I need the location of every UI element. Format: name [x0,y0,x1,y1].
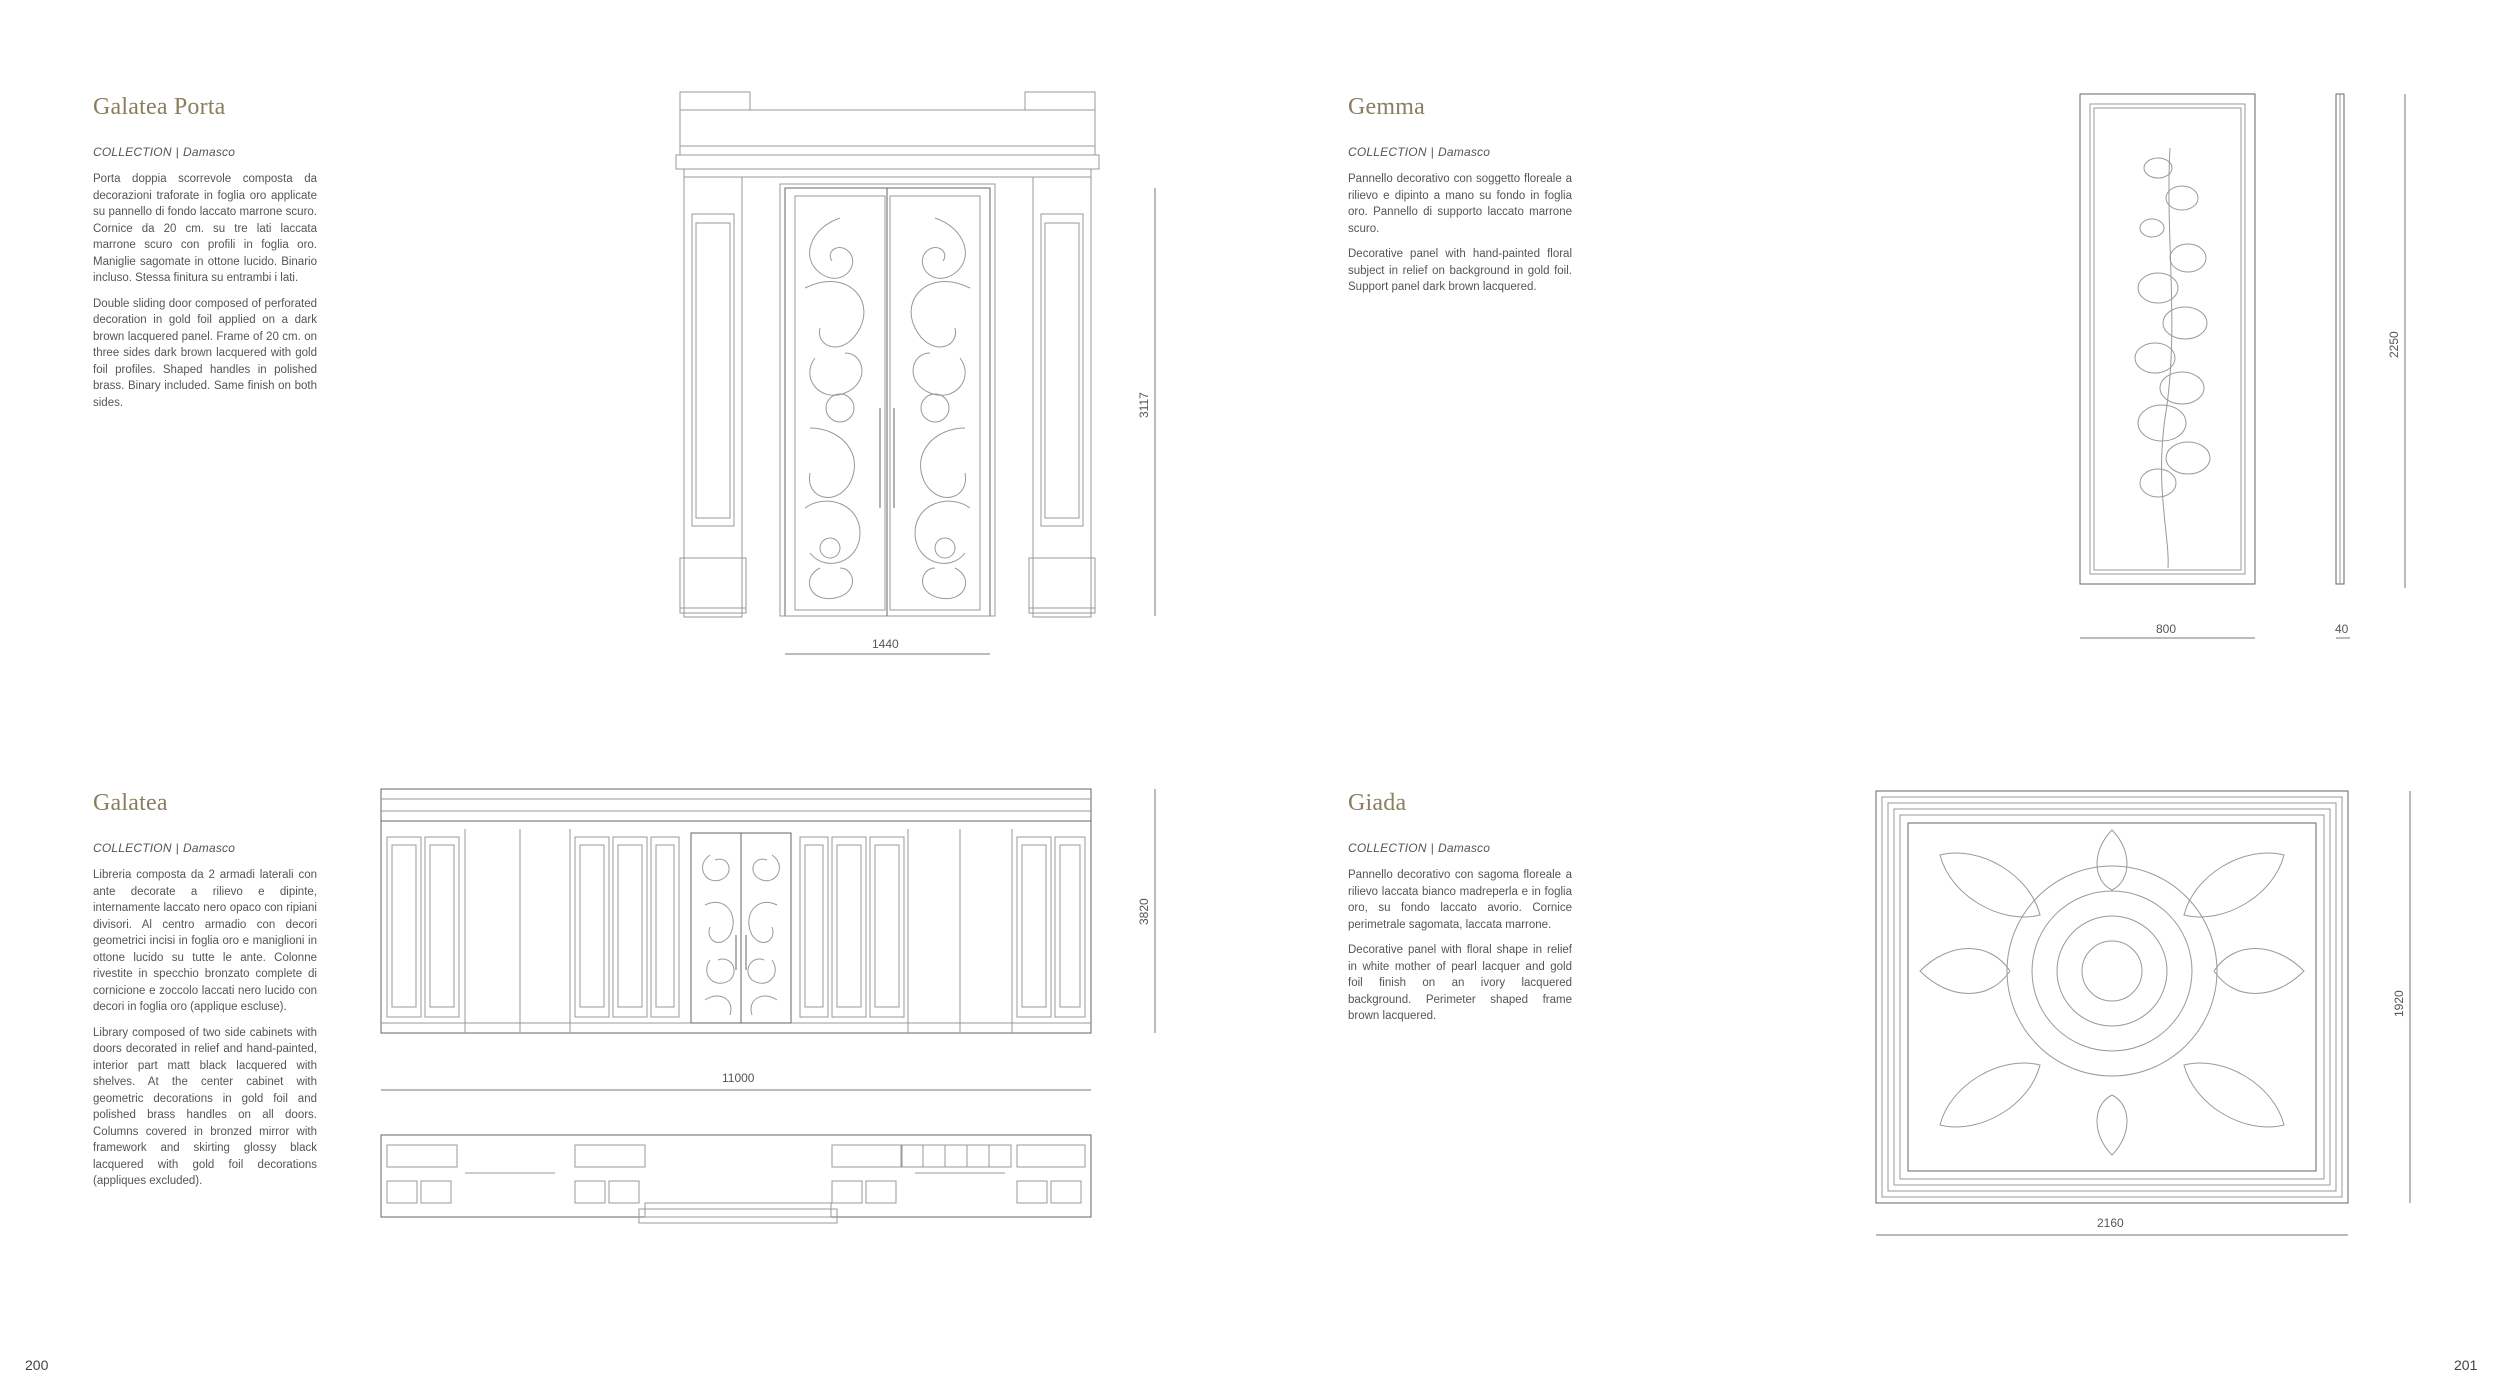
dimension-width-label: 1440 [872,637,899,651]
product-title: Galatea Porta [93,94,226,120]
description-english: Decorative panel with hand-painted floral subject in relief on background in gold foil. Support panel dark brown lacquered. [1348,248,1572,293]
dimension-height-label: 3117 [1137,392,1151,418]
dimension-height-label: 2250 [2387,331,2401,358]
page-number-left: 200 [25,1357,49,1373]
description-italian: Pannello decorativo con soggetto floreale a rilievo e dipinto a mano su fondo in foglia oro. Pannello di supporto laccato marrone scuro. [1348,173,1572,235]
galatea-porta-door-drawing [670,88,1230,668]
gemma-panel-drawing [2070,88,2420,648]
dimension-width-label: 800 [2156,622,2177,636]
description-italian: Pannello decorativo con sagoma floreale a rilievo laccata bianco madreperla e in foglia oro, su fondo laccato avorio. Cornice perimetrale sagomata, laccata marrone. [1348,869,1572,931]
dimension-width-label: 11000 [722,1071,755,1085]
description-english: Double sliding door composed of perforated decoration in gold foil applied on a dark brown lacquered panel. Frame of 20 cm. on three sides dark brown lacquered with gold foil profiles. Shaped handles in polished brass. Binary included. Same finish on both sides. [93,297,317,409]
collection-line: COLLECTION | Damasco [93,145,236,159]
collection-line: COLLECTION | Damasco [1348,841,1491,855]
description-italian: Porta doppia scorrevole composta da decorazioni traforate in foglia oro applicate su pannello di fondo laccato marrone scuro. Cornice da 20 cm. su tre lati laccata marrone scuro con profili in foglia oro. Maniglie sagomate in ottone lucido. Binario incluso. Stessa finitura su entrambi i lati. [93,173,317,284]
giada-panel-drawing [1870,785,2430,1245]
dimension-height-label: 1920 [2392,990,2406,1017]
giada-description [1348,790,1572,1034]
dimension-height-label: 3820 [1137,898,1151,925]
description-english: Library composed of two side cabinets with doors decorated in relief and hand-painted, interior part matt black lacquered with shelves. At the center cabinet with geometric decorations in gold foil and polished brass handles on all doors. Columns covered in bronzed mirror with framework and skirting glossy black lacquered with gold foil decorations (appliques excluded). [93,1026,317,1187]
collection-line: COLLECTION | Damasco [1348,145,1491,159]
dimension-depth-label: 40 [2335,622,2349,636]
description-italian: Libreria composta da 2 armadi laterali con ante decorate a rilievo e dipinte, internamente laccato nero opaco con ripiani divisori. Al centro armadio con decori geometrici incisi in foglia oro e maniglioni in ottone lucido su tutte le ante. Colonne rivestite in specchio bronzato complete di cornicione e zoccolo laccati nero lucido con decori in foglia oro (applique escluse). [93,869,317,1013]
product-title: Giada [1348,790,1407,816]
page-number-right: 201 [2454,1357,2478,1373]
collection-line: COLLECTION | Damasco [93,841,236,855]
galatea-description [93,790,317,1199]
description-english: Decorative panel with floral shape in relief in white mother of pearl lacquer and gold foil finish on an ivory lacquered background. Perimeter shaped frame brown lacquered. [1348,944,1572,1022]
gemma-description [1348,94,1572,305]
product-title: Galatea [93,790,168,816]
galatea-library-drawing [375,785,1175,1235]
product-title: Gemma [1348,94,1425,120]
galatea-porta-description [93,94,317,420]
dimension-width-label: 2160 [2097,1216,2124,1230]
